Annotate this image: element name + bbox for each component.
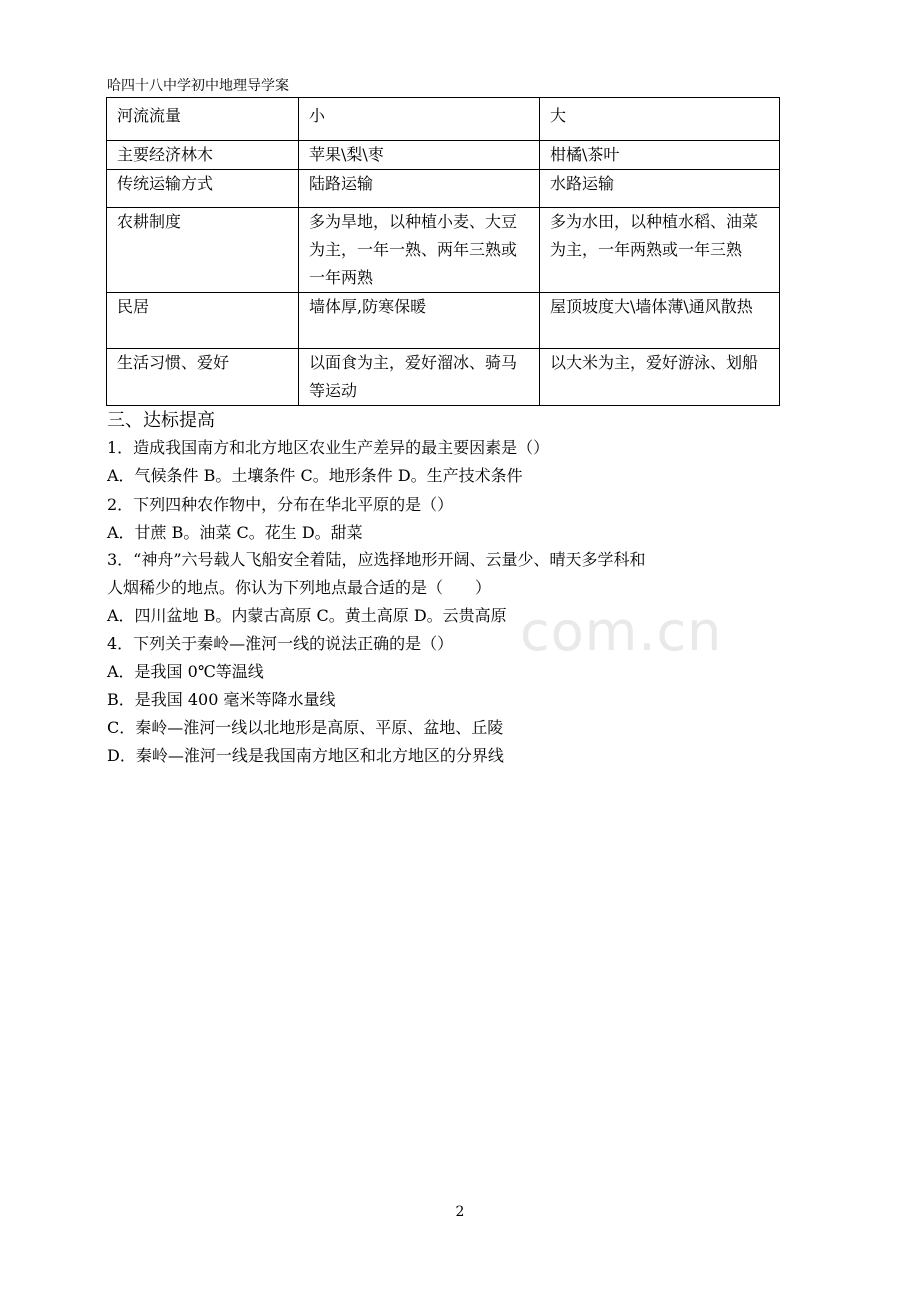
north-cell: 墙体厚,防寒保暖 [299,293,540,349]
question-line: A．甘蔗 B。油菜 C。花生 D。甜菜 [107,523,363,542]
row-label: 民居 [107,293,299,349]
question-line: A．是我国 0℃等温线 [107,662,264,681]
row-label: 传统运输方式 [107,170,299,208]
row-label: 生活习惯、爱好 [107,349,299,406]
south-cell: 水路运输 [540,170,780,208]
table-row [107,170,780,208]
north-cell: 苹果\梨\枣 [299,141,540,170]
watermark: com.cn [520,600,723,663]
table-row [107,293,780,349]
question-line: 4．下列关于秦岭—淮河一线的说法正确的是（） [107,634,454,653]
table-row [107,349,780,406]
south-cell: 以大米为主，爱好游泳、划船 [540,349,780,406]
south-cell: 柑橘\茶叶 [540,141,780,170]
question-line: 2．下列四种农作物中，分布在华北平原的是（） [107,495,454,514]
table-row [107,208,780,293]
question-line: C．秦岭—淮河一线以北地形是高原、平原、盆地、丘陵 [107,718,504,737]
south-cell: 多为水田，以种植水稻、油菜为主，一年两熟或一年三熟 [540,208,780,293]
section-title: 三、达标提高 [107,410,215,431]
question-line: B．是我国 400 毫米等降水量线 [107,690,336,709]
row-label: 河流流量 [107,98,299,141]
question-line: 人烟稀少的地点。你认为下列地点最合适的是（ ） [107,578,492,597]
page-number: 2 [455,1204,465,1220]
question-line: A．四川盆地 B。内蒙古高原 C。黄土高原 D。云贵高原 [107,606,507,625]
document-header: 哈四十八中学初中地理导学案 [107,78,289,94]
row-label: 农耕制度 [107,208,299,293]
north-cell: 多为旱地，以种植小麦、大豆为主，一年一熟、两年三熟或一年两熟 [299,208,540,293]
north-south-comparison-table [106,97,780,406]
table-row [107,98,780,141]
question-line: 3．“神舟”六号载人飞船安全着陆，应选择地形开阔、云量少、晴天多学科和 [107,550,646,569]
south-cell: 屋顶坡度大\墙体薄\通风散热 [540,293,780,349]
question-line: D．秦岭—淮河一线是我国南方地区和北方地区的分界线 [107,746,504,765]
south-cell: 大 [540,98,780,141]
north-cell: 陆路运输 [299,170,540,208]
north-cell: 以面食为主，爱好溜冰、骑马等运动 [299,349,540,406]
north-cell: 小 [299,98,540,141]
question-line: A．气候条件 B。土壤条件 C。地形条件 D。生产技术条件 [107,466,523,485]
table-row [107,141,780,170]
row-label: 主要经济林木 [107,141,299,170]
question-line: 1．造成我国南方和北方地区农业生产差异的最主要因素是（） [107,438,550,457]
